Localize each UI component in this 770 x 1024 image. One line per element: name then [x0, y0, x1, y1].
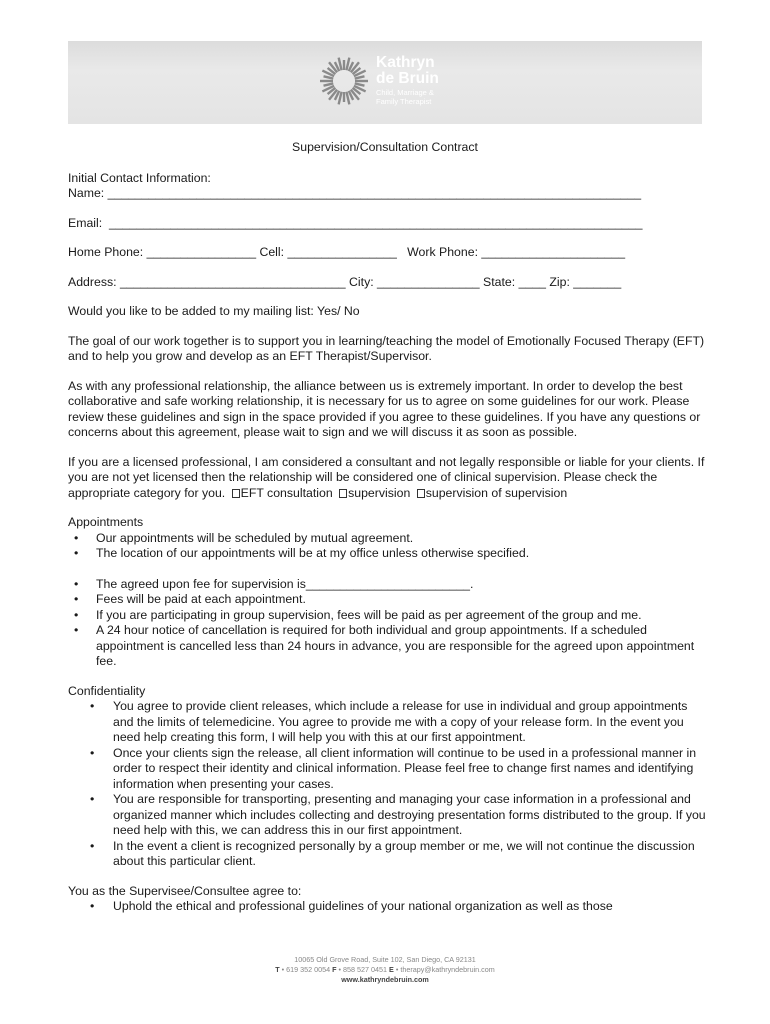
- supervisee-list: [68, 899, 708, 915]
- licensed-paragraph: [68, 455, 708, 502]
- footer-phone-prefix: •: [281, 965, 285, 974]
- supervisee-heading: You as the Supervisee/Consultee agree to:: [68, 883, 302, 898]
- logo-sub-line2: Family Therapist: [376, 97, 432, 106]
- logo-ray: [324, 76, 334, 78]
- confidentiality-list: [68, 699, 708, 870]
- footer-address: 10065 Old Grove Road, Suite 102, San Diego, CA 92131: [294, 955, 476, 964]
- footer-fax: 858 527 0451: [343, 965, 388, 974]
- logo-name-line2: de Bruin: [376, 70, 439, 87]
- footer-website[interactable]: www.kathryndebruin.com: [341, 975, 429, 984]
- logo-name-line1: Kathryn: [376, 54, 435, 71]
- option-eft-label: EFT consultation: [240, 485, 333, 500]
- footer: [0, 955, 770, 985]
- footer-fax-prefix: •: [338, 965, 342, 974]
- list-item: • You are responsible for transporting, presenting and managing your case information in a professional and organized manner which includes collecting and destroying presentation forms distributed to the group. If you need help with this, we can address this in our first appointment.: [68, 792, 708, 839]
- initial-contact-label: Initial Contact Information:: [68, 170, 211, 185]
- footer-t-label: T: [275, 965, 280, 974]
- footer-email-prefix: •: [395, 965, 399, 974]
- phone-fields[interactable]: Home Phone: ________________ Cell: ________________ Work Phone: _____________________: [68, 245, 626, 259]
- appointments-heading: Appointments: [68, 515, 144, 529]
- document-body: [68, 140, 708, 915]
- logo-ray: [324, 83, 334, 85]
- list-item: • Fees will be paid at each appointment.: [68, 592, 708, 608]
- footer-e-label: E: [389, 965, 394, 974]
- name-field[interactable]: Name: ______________________________________________________________________________: [68, 186, 642, 200]
- relationship-paragraph: As with any professional relationship, the alliance between us is extremely important. In order to develop the best collaborative and safe working relationship, it is necessary for us to agree on some guidelines for our work. Please review these guidelines and sign in the space provided if you agree to these guidelines. If you have any questions or concerns about this agreement, please wait to sign and we will discuss it as soon as possible.: [68, 378, 701, 439]
- footer-email: therapy@kathryndebruin.com: [400, 965, 495, 974]
- email-field[interactable]: Email: ______________________________________________________________________________: [68, 215, 643, 230]
- logo-ray: [355, 83, 365, 85]
- option-supervision-label: supervision: [348, 485, 411, 500]
- list-item: • In the event a client is recognized personally by a group member or me, we will not continue the discussion about this particular client.: [68, 839, 708, 870]
- appointments-list: [68, 531, 708, 562]
- list-item: • The location of our appointments will be at my office unless otherwise specified.: [68, 546, 708, 562]
- list-item: • Uphold the ethical and professional guidelines of your national organization as well as those: [68, 899, 708, 915]
- logo: [318, 55, 458, 111]
- licensed-text: If you are a licensed professional, I am considered a consultant and not legally responsible or liable for your clients. If you are not yet licensed then the relationship will be considered one of clinical supervision. Please check the appropriate category for you.: [68, 454, 705, 500]
- footer-f-label: F: [332, 965, 337, 974]
- supervision-checkbox[interactable]: [339, 489, 347, 498]
- option-sup-of-sup-label: supervision of supervision: [425, 485, 568, 500]
- list-item: • A 24 hour notice of cancellation is required for both individual and group appointments. If a scheduled appointment is cancelled less than 24 hours in advance, you are responsible for the agreed upon appointment fee.: [68, 623, 708, 670]
- list-item: • The agreed upon fee for supervision is________________________.: [68, 577, 708, 593]
- list-item: • If you are participating in group supervision, fees will be paid as per agreement of the group and me.: [68, 608, 708, 624]
- logo-ray: [355, 76, 365, 78]
- footer-phone: 619 352 0054: [286, 965, 331, 974]
- logo-name: [376, 55, 439, 87]
- document-title: Supervision/Consultation Contract: [292, 140, 478, 154]
- address-fields[interactable]: Address: _________________________________ City: _______________ State: ____ Zip: _______: [68, 274, 622, 289]
- supervision-of-supervision-checkbox[interactable]: [417, 489, 425, 498]
- fees-list: [68, 577, 708, 670]
- list-item: • Our appointments will be scheduled by mutual agreement.: [68, 531, 708, 547]
- list-item: • You agree to provide client releases, which include a release for use in individual and group appointments and the limits of telemedicine. You agree to provide me with a copy of your release form. In the event you need help creating this form, I will help you with this at our first appointment.: [68, 699, 708, 746]
- goal-paragraph: The goal of our work together is to support you in learning/teaching the model of Emotionally Focused Therapy (EFT) and to help you grow and develop as an EFT Therapist/Supervisor.: [68, 333, 705, 363]
- logo-sub-line1: Child, Marriage &: [376, 88, 434, 97]
- list-item: • Once your clients sign the release, all client information will continue to be used in a professional manner in order to respect their identity and clinical information. Please feel free to change first names and identifying information when presenting your cases.: [68, 746, 708, 793]
- eft-consultation-checkbox[interactable]: [232, 489, 240, 498]
- sunburst-logo-icon: [318, 55, 370, 107]
- footer-contact: [0, 965, 770, 975]
- confidentiality-heading: Confidentiality: [68, 683, 146, 698]
- mailing-list-question[interactable]: Would you like to be added to my mailing list: Yes/ No: [68, 304, 360, 318]
- logo-subtitle: [376, 88, 434, 106]
